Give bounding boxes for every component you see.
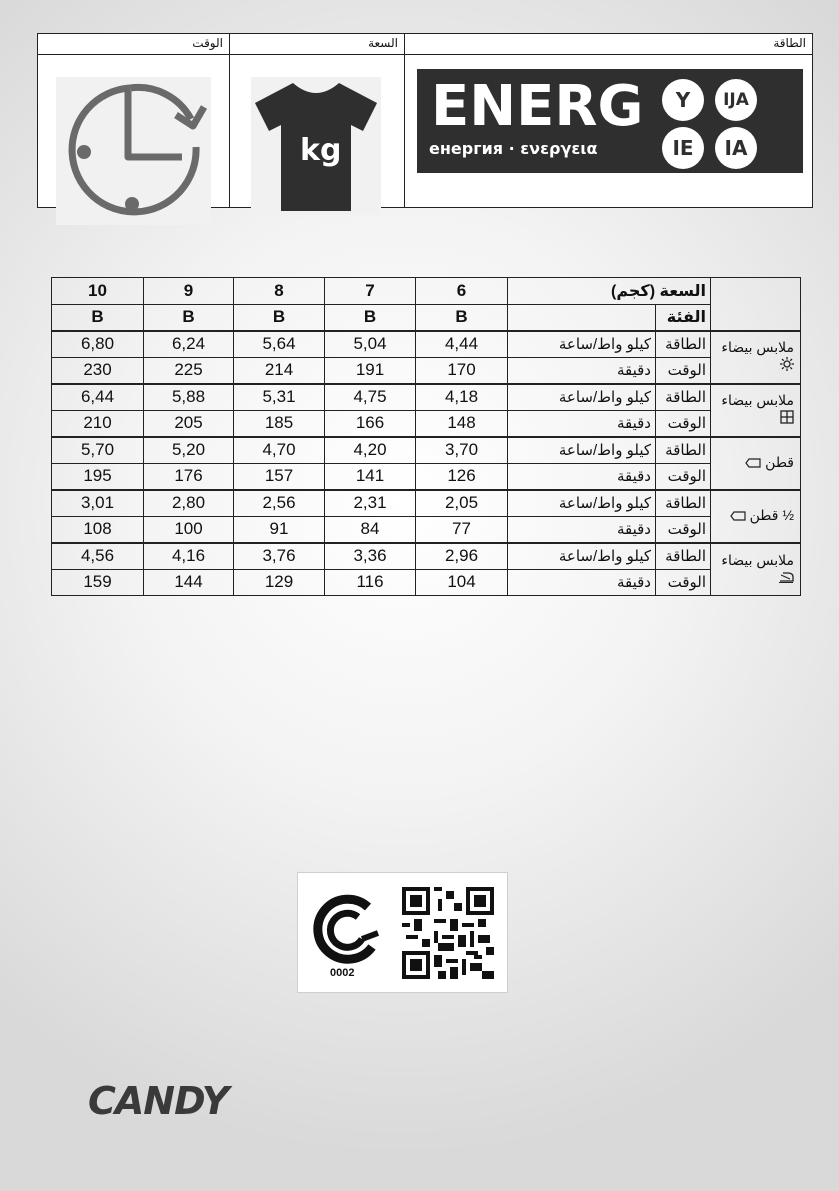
time-value: 91 (234, 516, 325, 543)
sun-icon (780, 357, 794, 375)
program-name: ½ قطن (749, 507, 794, 524)
energy-value: 4,75 (325, 384, 416, 411)
time-value: 100 (144, 516, 234, 543)
energy-value: 2,80 (144, 490, 234, 517)
empty-cell (508, 304, 656, 331)
time-value: 210 (52, 410, 144, 437)
program-name: ملابس بيضاء (721, 551, 794, 568)
capacity-value: 9 (144, 278, 234, 305)
capacity-header: السعة (230, 34, 405, 55)
shirt-kg-text: kg (300, 133, 342, 168)
energy-label: الطاقة (656, 543, 711, 570)
class-row (52, 304, 801, 331)
energy-value: 4,70 (234, 437, 325, 464)
qr-code[interactable] (402, 887, 494, 984)
time-unit: دقيقة (508, 463, 656, 490)
capacity-value: 6 (416, 278, 508, 305)
table-row (52, 331, 801, 358)
energy-subtitle: енергия · ενεργεια (429, 139, 598, 158)
tag-icon (745, 455, 761, 472)
time-label: الوقت (656, 410, 711, 437)
program-name: قطن (765, 454, 794, 471)
time-value: 230 (52, 357, 144, 384)
tag-icon (730, 508, 746, 525)
energy-value: 2,31 (325, 490, 416, 517)
time-value: 129 (234, 569, 325, 596)
class-value: B (325, 304, 416, 331)
energy-value: 6,44 (52, 384, 144, 411)
time-value: 176 (144, 463, 234, 490)
lang-circle-ia: IA (715, 127, 757, 169)
time-value: 205 (144, 410, 234, 437)
clock-cell (38, 55, 230, 207)
class-value: B (52, 304, 144, 331)
energy-label: الطاقة (656, 384, 711, 411)
table-row (52, 569, 801, 596)
certification-code: 0002 (330, 967, 355, 979)
energy-header: الطاقة (405, 34, 812, 55)
candy-logo (88, 1079, 228, 1123)
time-value: 126 (416, 463, 508, 490)
clock-cycle-icon (56, 77, 211, 225)
energy-label: الطاقة (656, 331, 711, 358)
program-name: ملابس بيضاء (721, 392, 794, 409)
program-cell (711, 331, 801, 384)
lang-circle-ija: IJA (715, 79, 757, 121)
table-row (52, 357, 801, 384)
time-value: 141 (325, 463, 416, 490)
time-label: الوقت (656, 463, 711, 490)
capacity-value: 10 (52, 278, 144, 305)
time-value: 108 (52, 516, 144, 543)
table-row (52, 437, 801, 464)
time-label: الوقت (656, 569, 711, 596)
time-value: 185 (234, 410, 325, 437)
time-label: الوقت (656, 357, 711, 384)
program-cell (711, 490, 801, 543)
time-value: 195 (52, 463, 144, 490)
table-row (52, 384, 801, 411)
energy-value: 5,64 (234, 331, 325, 358)
program-cell (711, 384, 801, 437)
energy-value: 5,31 (234, 384, 325, 411)
time-value: 170 (416, 357, 508, 384)
certification-c-logo (312, 889, 384, 972)
energy-value: 3,01 (52, 490, 144, 517)
time-unit: دقيقة (508, 357, 656, 384)
energy-label: الطاقة (656, 490, 711, 517)
program-cell (711, 437, 801, 490)
energy-value: 4,16 (144, 543, 234, 570)
time-value: 166 (325, 410, 416, 437)
time-value: 84 (325, 516, 416, 543)
energy-label: الطاقة (656, 437, 711, 464)
time-value: 116 (325, 569, 416, 596)
energy-value: 2,56 (234, 490, 325, 517)
lang-circle-y: Y (662, 79, 704, 121)
energy-unit: كيلو واط/ساعة (508, 543, 656, 570)
class-value: B (416, 304, 508, 331)
lang-circle-ie: IE (662, 127, 704, 169)
time-value: 77 (416, 516, 508, 543)
tshirt-kg-icon (251, 77, 381, 215)
capacity-row (52, 278, 801, 305)
energy-cell (405, 55, 812, 207)
energy-value: 5,70 (52, 437, 144, 464)
iron-icon (778, 570, 794, 587)
energy-value: 3,36 (325, 543, 416, 570)
energy-value: 4,44 (416, 331, 508, 358)
brand-name: CANDY (88, 1079, 229, 1123)
time-unit: دقيقة (508, 410, 656, 437)
consumption-table (51, 277, 801, 596)
energy-value: 5,20 (144, 437, 234, 464)
corner-cell (711, 278, 801, 331)
legend-table (37, 33, 813, 208)
time-value: 214 (234, 357, 325, 384)
energy-unit: كيلو واط/ساعة (508, 384, 656, 411)
table-row (52, 543, 801, 570)
capacity-label: السعة (كجم) (508, 278, 711, 305)
certification-box (297, 872, 508, 993)
time-header: الوقت (38, 34, 230, 55)
table-row (52, 463, 801, 490)
energy-value: 2,96 (416, 543, 508, 570)
capacity-value: 8 (234, 278, 325, 305)
time-value: 225 (144, 357, 234, 384)
time-unit: دقيقة (508, 516, 656, 543)
energy-value: 5,04 (325, 331, 416, 358)
time-value: 159 (52, 569, 144, 596)
energy-value: 6,80 (52, 331, 144, 358)
shirt-cell (230, 55, 405, 207)
candy-logo-mark (88, 1079, 263, 1123)
table-row (52, 490, 801, 517)
time-label: الوقت (656, 516, 711, 543)
time-value: 191 (325, 357, 416, 384)
energy-label-graphic (417, 69, 803, 173)
energy-value: 3,70 (416, 437, 508, 464)
program-name: ملابس بيضاء (721, 339, 794, 356)
energy-unit: كيلو واط/ساعة (508, 331, 656, 358)
program-cell (711, 543, 801, 596)
time-value: 144 (144, 569, 234, 596)
class-value: B (234, 304, 325, 331)
time-unit: دقيقة (508, 569, 656, 596)
table-row (52, 516, 801, 543)
energy-value: 4,56 (52, 543, 144, 570)
time-value: 104 (416, 569, 508, 596)
energy-word: ENERG (431, 74, 644, 139)
energy-unit: كيلو واط/ساعة (508, 437, 656, 464)
energy-value: 4,20 (325, 437, 416, 464)
capacity-value: 7 (325, 278, 416, 305)
energy-value: 3,76 (234, 543, 325, 570)
energy-value: 5,88 (144, 384, 234, 411)
energy-unit: كيلو واط/ساعة (508, 490, 656, 517)
time-value: 148 (416, 410, 508, 437)
table-row (52, 410, 801, 437)
grid-box-icon (780, 410, 794, 428)
energy-value: 6,24 (144, 331, 234, 358)
class-value: B (144, 304, 234, 331)
time-value: 157 (234, 463, 325, 490)
energy-value: 4,18 (416, 384, 508, 411)
energy-value: 2,05 (416, 490, 508, 517)
class-label: الفئة (656, 304, 711, 331)
